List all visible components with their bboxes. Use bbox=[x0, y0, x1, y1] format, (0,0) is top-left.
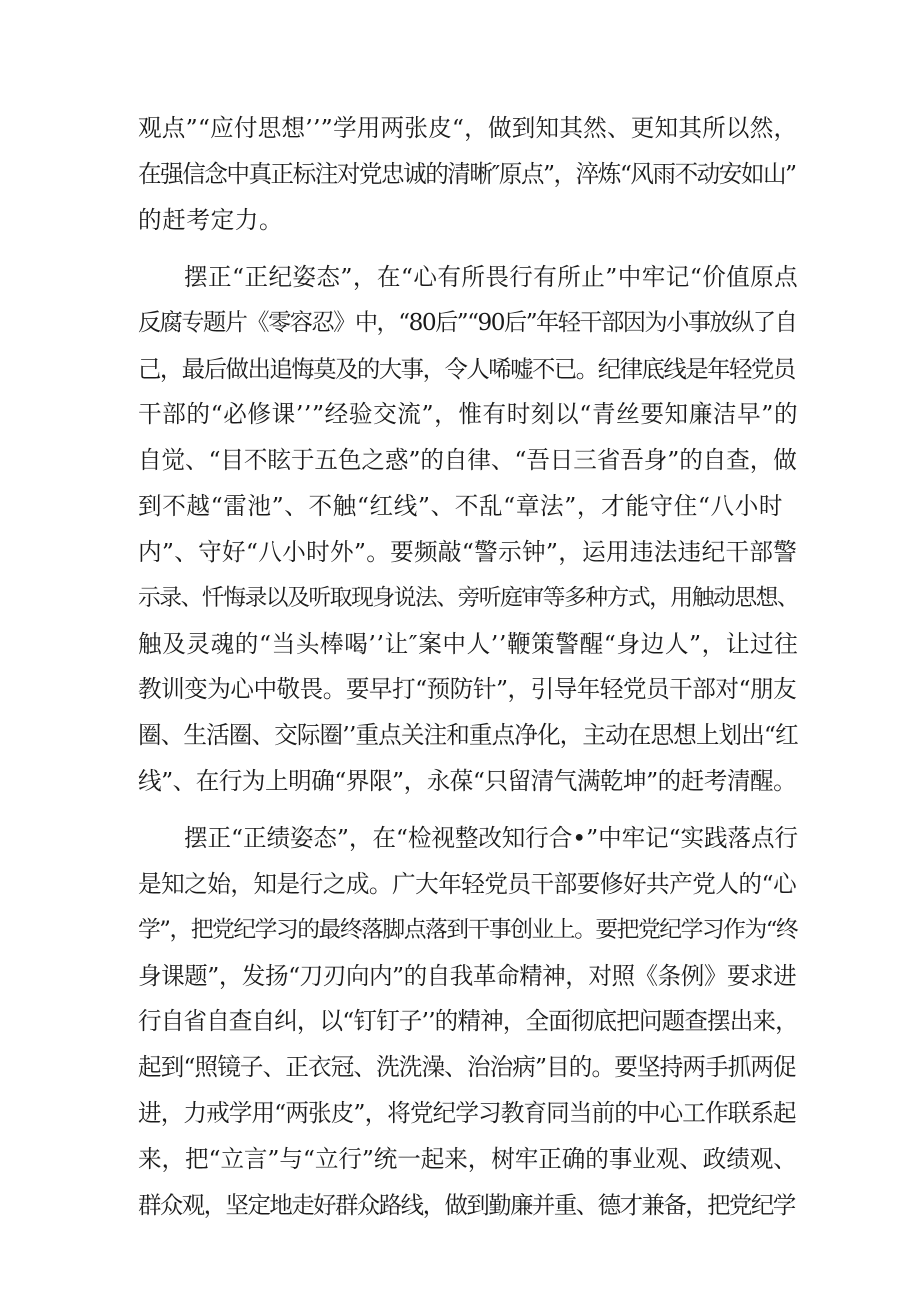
paragraph-1-line-2: 在强信念中真正标注对党忠诚的清晰″原点”，淬炼“风雨不动安如山” bbox=[138, 160, 796, 188]
paragraph-2-line-5: 自觉、“目不眩于五色之惑”的自律、“吾日三省吾身”的自查，做 bbox=[138, 446, 797, 474]
paragraph-2-line-2: 反腐专题片《零容忍》中，“80后”“90后”年轻干部因为小事放纵了自 bbox=[138, 309, 797, 336]
paragraph-3-line-5: 行自省自查自纠，以“钉钉子’’的精神，全面彻底把问题查摆出来， bbox=[138, 1007, 798, 1035]
paragraph-2-line-8: 示录、忏悔录以及听取现身说法、旁听庭审等多种方式，用触动思想、 bbox=[138, 585, 799, 611]
paragraph-2-line-7: 内”、守好“八小时外”。要频敲“警示钟”，运用违法违纪干部警 bbox=[138, 538, 798, 566]
paragraph-3-line-6: 起到“照镜子、正衣冠、洗洗澡、治治病”目的。要坚持两手抓两促 bbox=[138, 1053, 796, 1081]
paragraph-3-line-9: 群众观，坚定地走好群众路线，做到勤廉并重、德才兼备，把党纪学 bbox=[138, 1191, 795, 1219]
paragraph-3-line-7: 进，力戒学用“两张皮”，将党纪学习教育同当前的中心工作联系起 bbox=[138, 1099, 796, 1127]
paragraph-1-line-3: 的赶考定力。 bbox=[138, 206, 284, 234]
paragraph-3-line-4: 身课题”，发扬“刀刃向内”的自我革命精神，对照《条例》要求进 bbox=[138, 962, 797, 990]
paragraph-3-line-2: 是知之始，知是行之成。广大年轻党员干部要修好共产党人的“心 bbox=[138, 870, 797, 898]
paragraph-2-line-10: 教训变为心中敬畏。要早打“预防针”，引导年轻党员干部对“朋友 bbox=[138, 675, 797, 703]
paragraph-2-line-12: 线”、在行为上明确“界限”，永葆“只留清气满乾坤”的赶考清醒。 bbox=[138, 767, 797, 795]
paragraph-2-line-4: 干部的“必修课’’”经验交流”，惟有时刻以“青丝要知廉洁早”的 bbox=[138, 400, 799, 428]
paragraph-2-line-6: 到不越“雷池”、不触“红线”、不乱“章法”，才能守住“八小时 bbox=[138, 492, 784, 520]
paragraph-1-line-1: 观点”“应付思想’’”学用两张皮“，做到知其然、更知其所以然， bbox=[138, 114, 798, 142]
paragraph-2-line-3: 己，最后做出追悔莫及的大事，令人唏嘘不已。纪律底线是年轻党员 bbox=[138, 355, 795, 383]
paragraph-3-line-8: 来，把“立言”与“立行”统一起来，树牢正确的事业观、政绩观、 bbox=[138, 1145, 797, 1173]
paragraph-3-line-3: 学”，把党纪学习的最终落脚点落到干事创业上。要把党纪学习作为“终 bbox=[138, 917, 798, 943]
paragraph-2-line-9: 触及灵魂的“当头棒喝’’让″案中人’’鞭策警醒“身边人”，让过往 bbox=[138, 630, 799, 658]
paragraph-3-line-1: 摆正“正绩姿态”，在“检视整改知行合•”中牢记“实践落点行 bbox=[184, 824, 798, 852]
paragraph-2-line-1: 摆正“正纪姿态”，在“心有所畏行有所止”中牢记“价值原点 bbox=[184, 263, 799, 291]
paragraph-2-line-11: 圈、生活圈、交际圈’’重点关注和重点净化，主动在思想上划出“红 bbox=[138, 721, 798, 749]
